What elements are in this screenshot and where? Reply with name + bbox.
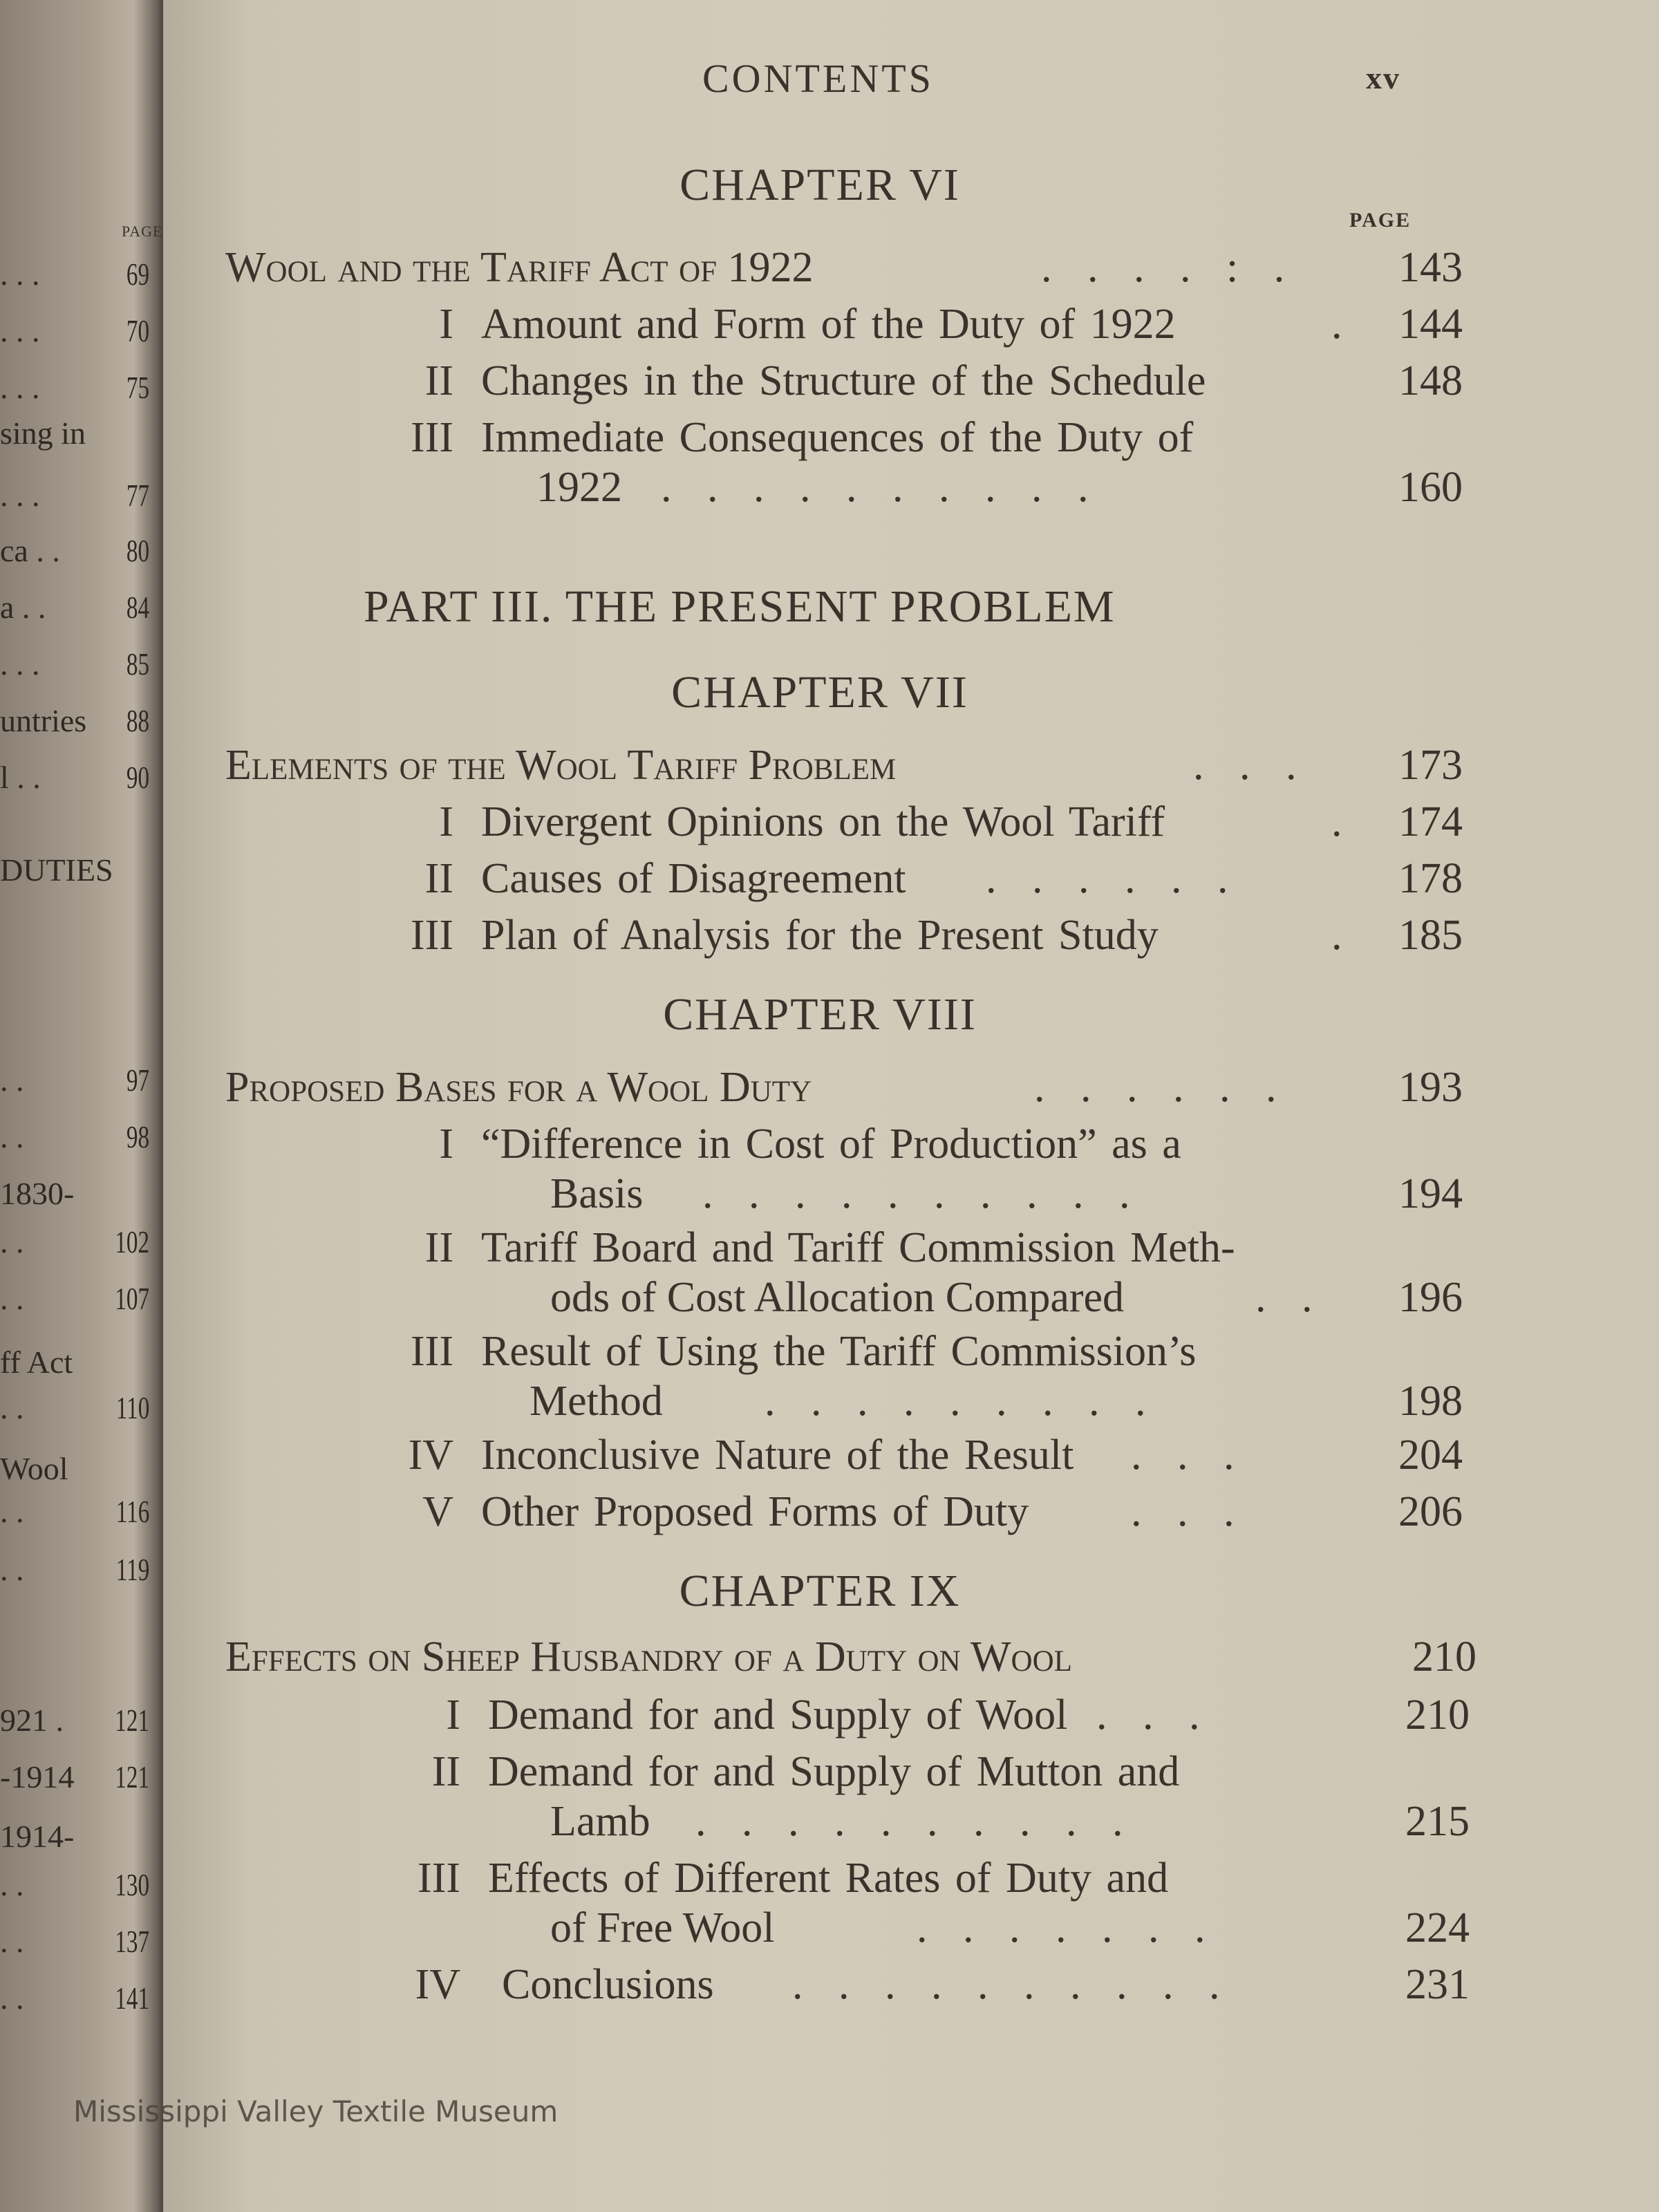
toc-section: I “Difference in Cost of Production” as a — [439, 1121, 1181, 1168]
gutter-row: . . 107 — [0, 1281, 149, 1316]
chapter-page-number: 210 — [1412, 1633, 1477, 1680]
gutter-row: 921 . 121 — [0, 1703, 149, 1738]
chapter-title-entry — [225, 1633, 1477, 1684]
part-heading: PART III. THE PRESENT PROBLEM — [364, 581, 1116, 632]
chapter-page-number: 173 — [1398, 742, 1463, 789]
gutter-row: . . 116 — [0, 1494, 149, 1529]
gutter-row: DUTIES — [0, 852, 113, 888]
toc-section: V Other Proposed Forms of Duty . . . 206 — [422, 1488, 1463, 1535]
toc-section: II Demand for and Supply of Mutton and — [431, 1748, 1180, 1795]
gutter-row: . . 102 — [0, 1224, 149, 1259]
page-folio: xv — [1366, 60, 1400, 95]
toc-section-continuation: of Free Wool . . . . . . . 224 — [550, 1904, 1470, 1951]
gutter-row: . . 137 — [0, 1924, 149, 1959]
chapter-title-entry — [225, 243, 1463, 294]
gutter-row: ff Act — [0, 1344, 73, 1380]
gutter-row: . . 110 — [0, 1390, 149, 1425]
gutter-row: . . . 70 — [0, 313, 149, 348]
gutter-row: . . 119 — [0, 1552, 149, 1587]
toc-section: IV Conclusions . . . . . . . . . . 231 — [415, 1961, 1470, 2008]
running-head-title: CONTENTS — [702, 56, 934, 101]
chapter-heading: CHAPTER VIII — [663, 989, 977, 1040]
gutter-row: . . 98 — [0, 1119, 149, 1154]
chapter-heading: CHAPTER IX — [679, 1566, 961, 1616]
leader-dots: . . . — [1193, 742, 1309, 789]
museum-watermark: Mississippi Valley Textile Museum — [73, 2094, 559, 2128]
gutter-row: . . . 85 — [0, 646, 149, 682]
gutter-row: . . 141 — [0, 1980, 149, 2016]
gutter-row: 1914- — [0, 1819, 75, 1854]
toc-section-continuation: Basis . . . . . . . . . . 194 — [550, 1170, 1463, 1217]
chapter-heading: CHAPTER VI — [679, 160, 960, 210]
chapter-title: Effects on Sheep Husbandry of a Duty on Wool — [225, 1633, 1072, 1680]
page-column-label: PAGE — [1349, 209, 1412, 232]
chapter-title: Wool and the Tariff Act of 1922 — [225, 244, 814, 291]
leader-dots: . . . . : . — [1041, 244, 1297, 291]
toc-section: I Amount and Form of the Duty of 1922 . 144 — [439, 301, 1463, 348]
toc-section: III Immediate Consequences of the Duty of — [411, 414, 1194, 461]
gutter-row: sing in — [0, 415, 86, 451]
gutter-row: untries 88 — [0, 703, 149, 738]
toc-section-continuation: Method . . . . . . . . . 198 — [529, 1378, 1463, 1425]
chapter-title-entry — [225, 741, 1463, 792]
toc-section: III Effects of Different Rates of Duty and — [418, 1855, 1169, 1902]
gutter-row: . . . 77 — [0, 478, 149, 513]
leader-dots: . . . . . . — [1034, 1064, 1289, 1111]
gutter-row: . . 130 — [0, 1867, 149, 1902]
toc-section: IV Inconclusive Nature of the Result . . . 204 — [408, 1432, 1463, 1479]
chapter-heading: CHAPTER VII — [671, 667, 968, 718]
toc-section: II Changes in the Structure of the Schedule 148 — [424, 357, 1463, 404]
toc-section: III Plan of Analysis for the Present Study . 185 — [411, 912, 1463, 959]
gutter-row: 1830- — [0, 1176, 75, 1211]
gutter-row: -1914 121 — [0, 1759, 149, 1794]
facing-page-gutter — [0, 0, 163, 2212]
chapter-title-entry — [225, 1063, 1463, 1114]
gutter-row: . . 97 — [0, 1062, 149, 1098]
gutter-row: a . . 84 — [0, 590, 149, 625]
gutter-row: . . . 69 — [0, 256, 149, 292]
contents-page — [163, 0, 1659, 2212]
chapter-title: Proposed Bases for a Wool Duty — [225, 1064, 812, 1111]
gutter-row: l . . 90 — [0, 760, 149, 795]
gutter-page-label: PAGE — [122, 223, 163, 240]
gutter-row: Wool — [0, 1451, 68, 1486]
toc-section: II Causes of Disagreement . . . . . . 178 — [424, 855, 1463, 902]
chapter-title: Elements of the Wool Tariff Problem — [225, 742, 897, 789]
toc-section-continuation: Lamb . . . . . . . . . . 215 — [550, 1798, 1470, 1845]
gutter-row: ca . . 80 — [0, 533, 149, 568]
chapter-page-number: 143 — [1398, 244, 1463, 291]
toc-section-continuation: ods of Cost Allocation Compared . . 196 — [550, 1274, 1463, 1321]
toc-section: III Result of Using the Tariff Commission’s — [411, 1328, 1197, 1375]
toc-section-continuation: 1922 . . . . . . . . . . 160 — [536, 464, 1463, 511]
chapter-page-number: 193 — [1398, 1064, 1463, 1111]
toc-section: I Demand for and Supply of Wool . . . 210 — [446, 1691, 1470, 1738]
gutter-row: . . . 75 — [0, 370, 149, 405]
toc-section: II Tariff Board and Tariff Commission Meth- — [424, 1224, 1235, 1271]
toc-section: I Divergent Opinions on the Wool Tariff . 174 — [439, 798, 1463, 845]
